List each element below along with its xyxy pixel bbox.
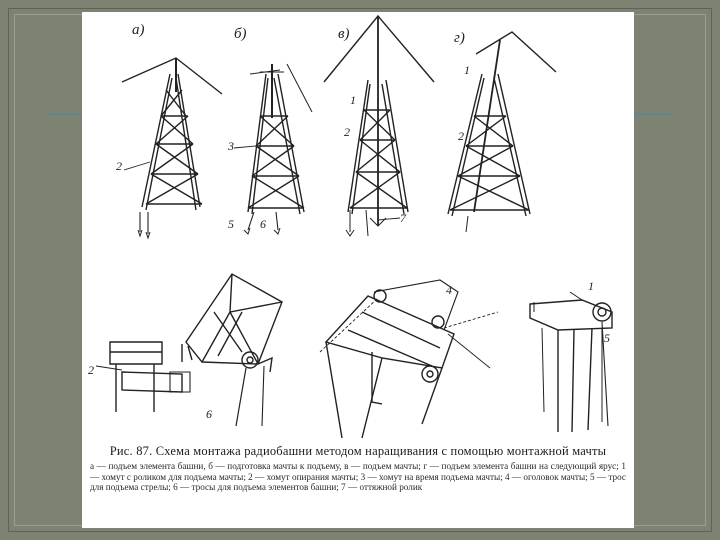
tower-assembly-figure [82,12,634,442]
callout-v-2: 2 [344,125,350,139]
panel-label-v: в) [338,26,350,42]
callout-d1-6: 6 [206,407,212,421]
tower-v-drawing [324,16,434,236]
detail-3-drawing [530,292,612,432]
accent-line-left [48,113,84,115]
scanned-page [82,12,634,528]
tower-g-drawing [448,32,556,232]
callout-a-2: 2 [116,159,122,173]
callout-g-1: 1 [464,63,470,77]
tower-b-drawing [234,64,312,234]
figure-caption [90,444,626,493]
callout-d2-4: 4 [446,283,452,297]
callout-v-1: 1 [350,93,356,107]
callout-d3-1: 1 [588,279,594,293]
panel-label-b: б) [234,26,247,42]
caption-title: Рис. 87. Схема монтажа радиобашни методом наращивания с помощью монтажной мачты [109,444,607,458]
callout-b-6: 6 [260,217,266,231]
callout-d3-5: 5 [604,331,610,345]
detail-1-drawing [96,274,282,426]
detail-2-drawing [320,280,498,438]
caption-legend: а — подъем элемента башни, б — подготовка мачты к подъему, в — подъем мачты; г — подъем элемента башни на следующий ярус; 1 — хомут с роликом для подъема мачты; 2 — хомут опирания мачты; 3 — хомут на время подъема мачты; 4 — оголовок мачты; 5 — трос для подъема стрелы; 6 — тросы для подъема элементов башни; 7 — оттяжной ролик [90,461,626,493]
panel-label-a: а) [132,22,145,38]
callout-d1-2: 2 [88,363,94,377]
callout-g-2: 2 [458,129,464,143]
panel-label-g: г) [454,30,465,46]
callout-b-3: 3 [228,139,234,153]
accent-line-right [634,113,674,115]
callout-v-7: 7 [400,211,406,225]
tower-a-drawing [122,58,222,238]
callout-b-5: 5 [228,217,234,231]
